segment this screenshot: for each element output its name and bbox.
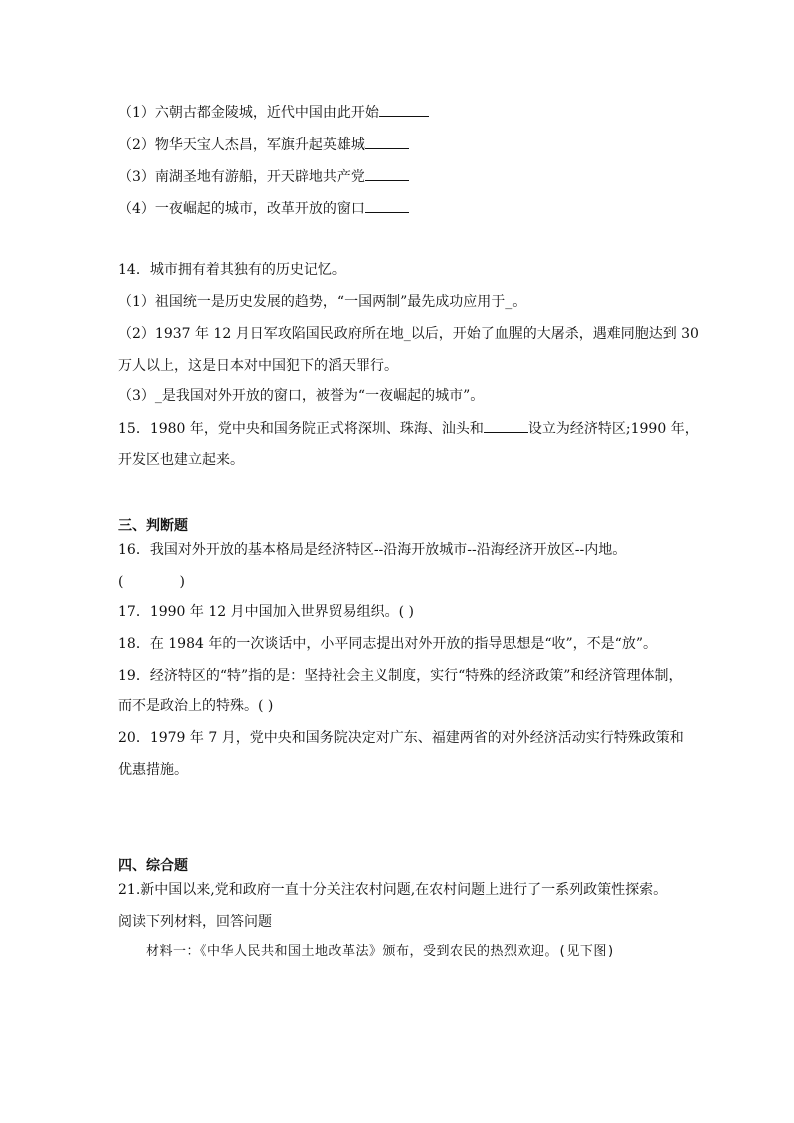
- q14-part2-line1: （2）1937 年 12 月日军攻陷国民政府所在地_以后，开始了血腥的大屠杀，遇难同胞达到 30: [118, 326, 699, 342]
- q17: 17．1990 年 12 月中国加入世界贸易组织。( ): [118, 604, 414, 620]
- q18: 18．在 1984 年的一次谈话中，小平同志提出对外开放的指导思想是“收”，不是“放”。: [118, 636, 657, 652]
- q14-part1: （1）祖国统一是历史发展的趋势，“一国两制”最先成功应用于_。: [118, 294, 527, 310]
- answer-blank[interactable]: [365, 198, 409, 213]
- q21-line1: 21.新中国以来,党和政府一直十分关注农村问题,在农村问题上进行了一系列政策性探索。: [118, 882, 668, 898]
- q15-line1: [118, 418, 699, 439]
- material1: 材料一：《中华人民共和国土地改革法》颁布，受到农民的热烈欢迎。(见下图): [146, 944, 616, 959]
- q14-stem: 14．城市拥有着其独有的历史记忆。: [118, 262, 346, 278]
- q21-line2: 阅读下列材料，回答问题: [118, 914, 272, 930]
- q13-item-2-text: （2）物华天宝人杰昌，军旗升起英雄城: [118, 137, 365, 153]
- q14-part2-line2: 万人以上，这是日本对中国犯下的滔天罪行。: [118, 358, 398, 374]
- q13-item-3: [118, 166, 409, 187]
- q15-text-a: 15．1980 年，党中央和国务院正式将深圳、珠海、汕头和: [118, 421, 484, 437]
- q16-answer-bracket[interactable]: ( ): [118, 574, 185, 590]
- q13-item-1-text: （1）六朝古都金陵城，近代中国由此开始: [118, 105, 379, 121]
- q19-line1: 19．经济特区的“特”指的是：坚持社会主义制度，实行“特殊的经济政策”和经济管理体制，: [118, 668, 683, 684]
- q13-item-3-text: （3）南湖圣地有游船，开天辟地共产党: [118, 169, 365, 185]
- q20-line1: 20．1979 年 7 月，党中央和国务院决定对广东、福建两省的对外经济活动实行特殊政策和: [118, 730, 684, 746]
- answer-blank[interactable]: [379, 102, 429, 117]
- q13-item-4-text: （4）一夜崛起的城市，改革开放的窗口: [118, 201, 365, 217]
- q20-line2: 优惠措施。: [118, 762, 188, 778]
- answer-blank[interactable]: [365, 134, 409, 149]
- section4-heading: 四、综合题: [118, 858, 188, 874]
- q16-line1: 16．我国对外开放的基本格局是经济特区--沿海开放城市--沿海经济开放区--内地。: [118, 542, 627, 558]
- answer-blank[interactable]: [365, 166, 409, 181]
- q13-item-2: [118, 134, 409, 155]
- q14-part3: （3）_是我国对外开放的窗口，被誉为“一夜崛起的城市”。: [118, 388, 485, 404]
- q19-line2: 而不是政治上的特殊。( ): [118, 698, 274, 714]
- q13-item-4: [118, 198, 409, 219]
- q15-line2: 开发区也建立起来。: [118, 452, 244, 468]
- section3-heading: 三、判断题: [118, 518, 188, 534]
- answer-blank[interactable]: [484, 418, 528, 433]
- q13-item-1: [118, 102, 429, 123]
- q15-text-b: 设立为经济特区;1990 年，: [527, 421, 699, 437]
